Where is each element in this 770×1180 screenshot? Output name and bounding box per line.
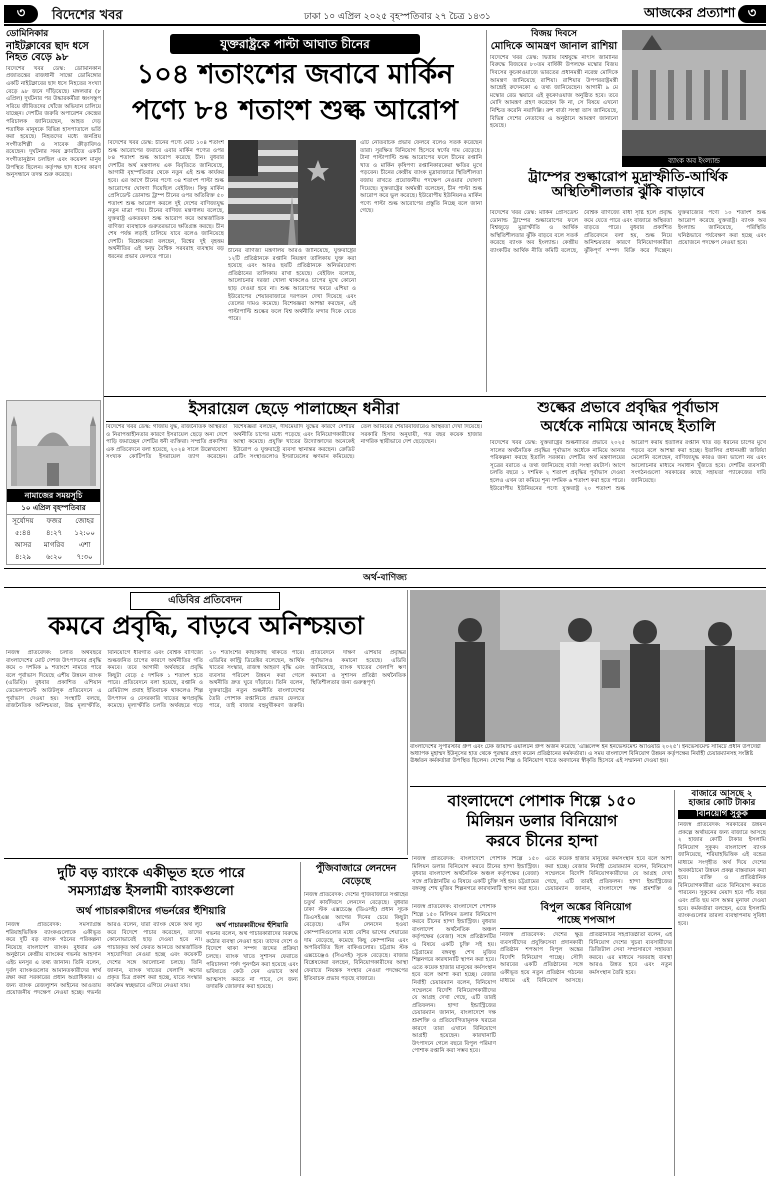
lead-photo-flags — [228, 140, 356, 245]
prayer-title: নামাজের সময়সূচি — [7, 489, 100, 502]
modi-article — [490, 30, 618, 160]
italy-headline-line2: অর্ধেকে নামিয়ে আনছে ইতালি — [540, 418, 716, 435]
dominica-kicker: ডোমিনিকার — [6, 29, 49, 39]
award-caption: বাংলাদেশের সুপারস্টার গ্রুপ এবং টেক জায়ান্ট ওয়ালটন গ্রুপ অর্জন করেছে ‘এক্সিলেন্স ইন ইনভেস্টমেন্ট অ্যাওয়ার্ড ২০২৫’। ইনভেস্টমেন্ট সামিটে প্রধান উপদেষ্টা অধ্যাপক মুহাম্মদ ইউনূসের হাত থেকে পুরস্কার গ্রহণ করেন প্রতিষ্ঠানের কর্মকর্তারা। এ সময় বাংলাদেশ বিনিয়োগ উন্নয়ন কর্তৃপক্ষের নির্বাহী চেয়ারম্যানসহ সংশ্লিষ্ট ঊর্ধ্বতন কর্মকর্তারা উপস্থিত ছিলেন। দেশের শিল্প ও বিনিয়োগ খাতে অবদানের স্বীকৃতি হিসেবে এই সম্মাননা দেওয়া হয়। — [410, 744, 761, 765]
garment-headline-line2: মিলিয়ন ডলার বিনিয়োগ — [466, 811, 618, 830]
business-section-band: অর্থ-বাণিজ্য — [363, 573, 407, 583]
sukuk-article — [678, 790, 766, 1176]
lead-col3: এটি নেতিবাচক প্রভাব ফেলবে বলেও সতর্ক করেছেন তারা। সুরক্ষিত বিনিয়োগ হিসেবে স্বর্ণের দাম বেড়েছে। টানা পাল্টাপাল্টি শুল্ক আরোপের ফলে চীনের রপ্তানি খাত ও মার্কিন কৃষিপণ্য রপ্তানিকারকেরা ক্ষতির মুখে পড়বেন। চীনের কেন্দ্রীয় ব্যাংক মুদ্রাবাজারে স্থিতিশীলতা বজায় রাখতে প্রয়োজনীয় পদক্ষেপ নেওয়ার ঘোষণা দিয়েছে। যুক্তরাষ্ট্রের অর্থমন্ত্রী বলেছেন, চীন পাল্টা শুল্ক আরোপ করে ভুল করেছে। ইউরোপীয় ইউনিয়নও মার্কিন পণ্যে পাল্টা শুল্ক আরোপের প্রস্তুতি নিচ্ছে বলে জানা গেছে। — [360, 140, 482, 215]
dateline: ঢাকা ১০ এপ্রিল ২০২৫ বৃহস্পতিবার ২৭ চৈত্র ১৪৩১ — [304, 12, 491, 22]
boe-photo — [622, 30, 766, 156]
stock-headline-line2: বেড়েছে — [341, 876, 371, 887]
shopup-headline-line1: বিপুল অঙ্কের বিনিয়োগ — [540, 902, 632, 913]
dominica-headline: নাইটক্লাবের ছাদ ধসে নিহত বেড়ে ৯৮ — [6, 40, 89, 63]
adb-kicker: এডিবির প্রতিবেদন — [130, 592, 280, 610]
section-title: বিদেশের খবর — [52, 8, 123, 23]
stock-body: নিজস্ব প্রতিবেদক: দেশের পুঁজিবাজারে সপ্তাহের চতুর্থ কার্যদিবসে লেনদেন বেড়েছে। বুধবার ঢাকা স্টক এক্সচেঞ্জে (ডিএসই) প্রধান সূচক ডিএসইএক্স আগের দিনের চেয়ে কিছুটা বেড়েছে। এদিন লেনদেন হওয়া কোম্পানিগুলোর মধ্যে বেশির ভাগের শেয়ারের দাম বেড়েছে, কমেছে কিছু কোম্পানির এবং অপরিবর্তিত ছিল বাকিগুলোর। চট্টগ্রাম স্টক এক্সচেঞ্জেও (সিএসই) সূচক বেড়েছে। বাজার বিশ্লেষকেরা বলছেন, বিনিয়োগকারীদের আস্থা ফেরাতে নিয়ন্ত্রক সংস্থার নেওয়া পদক্ষেপের ইতিবাচক প্রভাব পড়ছে বাজারে। — [304, 892, 408, 982]
page-number-right: ৩ — [738, 5, 766, 23]
award-ceremony-icon — [410, 590, 766, 742]
garment-headline-line1: বাংলাদেশে পোশাক শিল্পে ১৫০ — [447, 791, 637, 810]
italy-headline-line1: শুল্কের প্রভাবে প্রবৃদ্ধির পূর্বাভাস — [537, 399, 719, 416]
garment-body: নিজস্ব প্রতিবেদক: বাংলাদেশে পোশাক শিল্পে ১৫০ মিলিয়ন ডলার বিনিয়োগ করবে চীনের হান্দা ইন্ডাস্ট্রিজ। বুধবার বাংলাদেশ অর্থনৈতিক অঞ্চল কর্তৃপক্ষের (বেজা) সঙ্গে প্রতিষ্ঠানটির এ বিষয়ে একটি চুক্তি সই হয়। চট্টগ্রামের বঙ্গবন্ধু শেখ মুজিব শিল্পনগরে কারখানাটি স্থাপন করা হবে। এতে কয়েক হাজার মানুষের কর্মসংস্থান হবে বলে আশা করা হচ্ছে। বেজার নির্বাহী চেয়ারম্যান বলেন, বিনিয়োগ সম্মেলনে বিদেশি বিনিয়োগকারীদের যে আগ্রহ দেখা গেছে, এটি তারই প্রতিফলন। হান্দা ইন্ডাস্ট্রিজের চেয়ারম্যান জানান, বাংলাদেশে দক্ষ শ্রমশক্তি ও — [412, 856, 672, 893]
garment-body-continued: নিজস্ব প্রতিবেদক: বাংলাদেশে পোশাক শিল্পে ১৫০ মিলিয়ন ডলার বিনিয়োগ করবে চীনের হান্দা ইন্ডাস্ট্রিজ। বুধবার বাংলাদেশ অর্থনৈতিক অঞ্চল কর্তৃপক্ষের (বেজা) সঙ্গে প্রতিষ্ঠানটির এ বিষয়ে একটি চুক্তি সই হয়। চট্টগ্রামের বঙ্গবন্ধু শেখ মুজিব শিল্পনগরে কারখানাটি স্থাপন করা হবে। এতে কয়েক হাজার মানুষের কর্মসংস্থান হবে বলে আশা করা হচ্ছে। বেজার নির্বাহী চেয়ারম্যান বলেন, বিনিয়োগ সম্মেলনে বিদেশি বিনিয়োগকারীদের যে আগ্রহ দেখা গেছে, এটি তারই প্রতিফলন। হান্দা ইন্ডাস্ট্রিজের চেয়ারম্যান জানান, বাংলাদেশে দক্ষ শ্রমশক্তি ও প্রতিযোগিতামূলক খরচের কারণে তারা এখানে বিনিয়োগে আগ্রহী হয়েছেন। কারখানাটি উৎপাদনে গেলে বছরে বিপুল পরিমাণ পোশাক রপ্তানি করা সম্ভব হবে। — [412, 904, 496, 1055]
stock-headline-line1: পুঁজিবাজারে লেনদেন — [315, 863, 397, 874]
modi-headline: মোদিকে আমন্ত্রণ জানাল রাশিয়া — [490, 40, 618, 52]
garment-headline-line3: করবে চীনের হান্দা — [486, 831, 598, 850]
lead-kicker: যুক্তরাষ্ট্রকে পাল্টা আঘাত চীনের — [170, 34, 420, 54]
prayer-box — [6, 400, 101, 565]
page-number-left: ৩ — [4, 5, 38, 23]
israel-body: বিদেশের খবর ডেস্ক: গাজায় যুদ্ধ, রাজনৈতিক অস্থিরতা ও নিরাপত্তাহীনতার কারণে ইসরায়েল ছেড়ে অন্য দেশে পাড়ি জমাচ্ছেন দেশটির ধনী ব্যক্তিরা। সম্প্রতি প্রকাশিত এক প্রতিবেদনে বলা হয়েছে, ২০২৪ সালে উল্লেখযোগ্য সংখ্যক কোটিপতি ইসরায়েল ত্যাগ করেছেন। বিশেষজ্ঞরা বলছেন, দীর্ঘমেয়াদি যুদ্ধের কারণে দেশটির অর্থনীতি চাপের মধ্যে পড়েছে এবং বিনিয়োগকারীদের আস্থা কমেছে। প্রযুক্তি খাতের উদ্যোক্তাদের অনেকেই ইউরোপ ও যুক্তরাষ্ট্রে ব্যবসা স্থানান্তর করছেন। ক্রেডিট রেটিং সংস্থাগুলোও ইসরায়েলের ঋণমান কমিয়েছে। তেল আবিবের শেয়ারবাজারেও অস্থিরতা দেখা দিয়েছে। সরকারি হিসাব অনুযায়ী, গত বছর কয়েক হাজার নাগরিক স্থায়ীভাবে দেশ ছেড়েছেন। — [106, 424, 482, 461]
paper-name-logo: আজকের প্রত্যাশা — [644, 6, 736, 21]
banks-side-column — [206, 922, 298, 1176]
sukuk-body: নিজস্ব প্রতিবেদক: সরকারের উন্নয়ন প্রকল্পে অর্থায়নের জন্য বাজারে আসছে ২ হাজার কোটি টাকার ইসলামি বিনিয়োগ সুকুক। বাংলাদেশ ব্যাংক জানিয়েছে, শরিয়াহভিত্তিক এই বন্ডের মাধ্যমে সংগৃহীত অর্থ দিয়ে দেশের অবকাঠামো উন্নয়ন প্রকল্প বাস্তবায়ন করা হবে। ব্যক্তি ও প্রাতিষ্ঠানিক বিনিয়োগকারীরা এতে বিনিয়োগ করতে পারবেন। সুকুকের মেয়াদ হবে পাঁচ বছর এবং প্রতি ছয় মাস অন্তর মুনাফা দেওয়া হবে। কর্মকর্তারা বলছেন, এতে ইসলামি ব্যাংকগুলোর তারল্য ব্যবস্থাপনায় সুবিধা হবে। — [678, 822, 766, 927]
prayer-table: সূর্যোদয় ফজর জোহর ৫:৪৪ ৪:২৭ ১২:০০ আসর মাগরিব এশা ৪:২৯ ৬:২০ ৭:৩০ — [12, 517, 95, 561]
boe-photo-caption: ব্যাংক অব ইংল্যান্ড — [622, 156, 766, 167]
modi-body: বিদেশের খবর ডেস্ক: দ্বিতীয় বিশ্বযুদ্ধে নাৎসি জার্মানির বিরুদ্ধে বিজয়ের ৮০তম বার্ষিকী উপলক্ষে মস্কোর বিজয় দিবসের কুচকাওয়াজে ভারতের প্রধানমন্ত্রী নরেন্দ্র মোদিকে আমন্ত্রণ জানিয়েছে রাশিয়া। রাশিয়ার উপপররাষ্ট্রমন্ত্রী আন্দ্রেই রুদেনকো এ তথ্য জানিয়েছেন। আগামী ৯ মে মস্কোর রেড স্কয়ারে এই কুচকাওয়াজ অনুষ্ঠিত হবে। তবে মোদি আমন্ত্রণ গ্রহণ করেছেন কি না, সে বিষয়ে এখনো নিশ্চিত করেনি নয়াদিল্লি। রুশ বার্তা সংস্থা তাস জানিয়েছে, বিভিন্ন দেশের নেতাদের এ অনুষ্ঠানে আমন্ত্রণ জানানো হয়েছে। — [490, 54, 618, 130]
israel-headline: ইসরায়েল ছেড়ে পালাচ্ছেন ধনীরা — [106, 400, 482, 422]
bank-building-icon — [622, 30, 766, 156]
masthead — [4, 4, 766, 26]
banks-subhead: অর্থ পাচারকারীদের গভর্নরের হুঁশিয়ারি — [76, 906, 226, 917]
dominica-article — [6, 30, 101, 400]
shopup-headline-line2: পাচ্ছে শপআপ — [500, 915, 672, 929]
sukuk-headline-line2: হাজার কোটি টাকার — [688, 798, 756, 809]
italy-body: বিদেশের খবর ডেস্ক: যুক্তরাষ্ট্রের শুল্কনীতির প্রভাবে ২০২৫ সালের অর্থনৈতিক প্রবৃদ্ধির পূর্বাভাস অর্ধেকে নামিয়ে আনার পরিকল্পনা করছে ইতালি সরকার। দেশটির অর্থ মন্ত্রণালয়ের সূত্রের বরাতে এ তথ্য জানিয়েছে বার্তা সংস্থা রয়টার্স। আগে চলতি বছরে ১ দশমিক ২ শতাংশ প্রবৃদ্ধির পূর্বাভাস দেওয়া হলেও এখন তা কমিয়ে শূন্য দশমিক ৬ শতাংশ করা হতে পারে। ইউরোপীয় ইউনিয়নের পণ্যে যুক্তরাষ্ট্র ২০ শতাংশ শুল্ক আরোপ করায় ইতালির রপ্তানি খাত বড় ধরনের চাপের মুখে পড়বে বলে আশঙ্কা করা হচ্ছে। ইতালির প্রধানমন্ত্রী জর্জিয়া মেলোনি বলেছেন, বাণিজ্যযুদ্ধ কারও জন্য ভালো নয় এবং আলোচনার মাধ্যমে সমাধান খুঁজতে হবে। দেশটির ব্যবসায়ী সংগঠনগুলো সরকারের কাছে সহায়তা প্যাকেজের দাবি জানিয়েছে। — [490, 440, 766, 492]
banks-side-body: গভর্নর বলেন, অর্থ পাচারকারীদের বিরুদ্ধে কঠোর ব্যবস্থা নেওয়া হবে। তাদের দেশে ও বিদেশে থাকা সম্পদ জব্দের প্রক্রিয়া চলছে। ব্যাংক খাতে সুশাসন ফেরাতে পরিচালনা পর্ষদ পুনর্গঠন করা হয়েছে এবং ভবিষ্যতে কেউ যেন এভাবে অর্থ আত্মসাৎ করতে না পারে, সে জন্য তদারকি জোরদার করা হয়েছে। — [206, 931, 298, 991]
lead-headline-line2: পণ্যে ৮৪ শতাংশ শুল্ক আরোপ — [132, 95, 458, 126]
adb-body: নিজস্ব প্রতিবেদক: চলতি অর্থবছরে বাংলাদেশের মোট দেশজ উৎপাদনের প্রবৃদ্ধি কমে ৩ দশমিক ৯ শতাংশে নামতে পারে বলে পূর্বাভাস দিয়েছে এশীয় উন্নয়ন ব্যাংক (এডিবি)। বুধবার প্রকাশিত এশিয়ান ডেভেলপমেন্ট আউটলুক প্রতিবেদনে এ পূর্বাভাস দেওয়া হয়। সংস্থাটি বলছে, রাজনৈতিক অনিশ্চয়তা, উচ্চ মূল্যস্ফীতি, বিনিয়োগে ধীরগতি এবং বৈশ্বিক বাণিজ্যে শুল্কজনিত চাপের কারণে অর্থনীতির গতি কমবে। তবে আগামী অর্থবছরে প্রবৃদ্ধি কিছুটা বেড়ে ৫ দশমিক ১ শতাংশ হতে পারে। প্রতিবেদনে বলা হয়েছে, রপ্তানি ও রেমিট্যান্স প্রবাহ ইতিবাচক থাকলেও শিল্প উৎপাদন ও বেসরকারি খাতের ঋণপ্রবৃদ্ধি কমেছে। মূল্যস্ফীতি চলতি অর্থবছরে গড়ে ১০ শতাংশের কাছাকাছি থাকতে পারে। এডিবির কান্ট্রি ডিরেক্টর বলেছেন, আর্থিক খাতের সংস্কার, রাজস্ব আহরণ বৃদ্ধি এবং ব্যবসার পরিবেশ উন্নয়ন করা গেলে অর্থনীতি দ্রুত ঘুরে দাঁড়াবে। তিনি বলেন, যুক্তরাষ্ট্রের নতুন শুল্কনীতি বাংলাদেশের তৈরি পোশাক রপ্তানিতে প্রভাব ফেলতে পারে, তাই বাজার বহুমুখীকরণ জরুরি। প্রতিবেদনে দক্ষিণ এশিয়ার প্রবৃদ্ধির পূর্বাভাসও কমানো হয়েছে। এডিবি জানিয়েছে, ব্যাংক খাতের খেলাপি ঋণ কমানো ও সুশাসন প্রতিষ্ঠা অর্থনৈতিক স্থিতিশীলতার জন্য গুরুত্বপূর্ণ। — [6, 650, 406, 710]
banks-body: নিজস্ব প্রতিবেদক: সমস্যাগ্রস্ত শরিয়াহভিত্তিক ব্যাংকগুলোকে একীভূত করে দুটি বড় ব্যাংক গঠনের পরিকল্পনা নিয়েছে বাংলাদেশ ব্যাংক। বুধবার এক অনুষ্ঠানে কেন্দ্রীয় ব্যাংকের গভর্নর আহসান এইচ মনসুর এ তথ্য জানান। তিনি বলেন, দুর্বল ব্যাংকগুলোর আমানতকারীদের স্বার্থ রক্ষা করা সরকারের প্রধান অগ্রাধিকার। এ জন্য ব্যাংক রেজল্যুশন আইনের আওতায় প্রয়োজনীয় পদক্ষেপ নেওয়া হচ্ছে। গভর্নর আরও বলেন, যারা ব্যাংক থেকে অর্থ লুট করে বিদেশে পাচার করেছেন, তাদের কোনোভাবেই ছাড় দেওয়া হবে না। পাচারকৃত অর্থ ফেরত আনতে আন্তর্জাতিক সহযোগিতা নেওয়া হচ্ছে এবং কয়েকটি দেশের সঙ্গে আলোচনা চলছে। তিনি জানান, ব্যাংক খাতের খেলাপি ঋণের প্রকৃত চিত্র প্রকাশ করা হচ্ছে, যাতে সংস্কার কার্যক্রম স্বচ্ছভাবে এগিয়ে নেওয়া যায়। — [6, 922, 202, 997]
modi-kicker: বিজয় দিবসে — [531, 29, 577, 39]
boe-body: বিদেশের খবর ডেস্ক: মার্কিন প্রেসিডেন্ট ডোনাল্ড ট্রাম্পের শুল্কারোপের ফলে বিশ্বজুড়ে মুদ্রাস্ফীতি ও আর্থিক অস্থিতিশীলতার ঝুঁকি বাড়বে বলে সতর্ক করেছে ব্যাংক অব ইংল্যান্ড। কেন্দ্রীয় ব্যাংকটির আর্থিক নীতি কমিটি বলেছে, বৈশ্বিক বাণিজ্যে বাধা সৃষ্টি হলে প্রবৃদ্ধি কমে যেতে পারে এবং বাজারে অস্থিরতা বাড়তে পারে। বুধবার প্রকাশিত প্রতিবেদনে বলা হয়, শুল্ক নিয়ে অনিশ্চয়তার কারণে বিনিয়োগকারীরা ঝুঁকিপূর্ণ সম্পদ বিক্রি করে দিচ্ছেন। যুক্তরাজ্যের পণ্যে ১০ শতাংশ শুল্ক আরোপ করেছে যুক্তরাষ্ট্র। ব্যাংক অব ইংল্যান্ড জানিয়েছে, পরিস্থিতি ঘনিষ্ঠভাবে পর্যবেক্ষণ করা হচ্ছে এবং প্রয়োজনে পদক্ষেপ নেওয়া হবে। — [490, 210, 766, 254]
mosque-icon — [7, 401, 100, 489]
banks-headline-line1: দুটি বড় ব্যাংকে একীভূত হতে পারে — [57, 865, 245, 881]
sukuk-headline-line3: বিনিয়োগ সুকুক — [678, 810, 766, 819]
sukuk-headline-line1: বাজারে আসছে ২ — [691, 789, 753, 799]
banks-headline-line2: সমস্যাগ্রস্ত ইসলামী ব্যাংকগুলো — [68, 883, 234, 899]
boe-headline: ট্রাম্পের শুল্কারোপ মুদ্রাস্ফীতি-আর্থিক অস্থিতিশীলতার ঝুঁকি বাড়াবে — [528, 169, 728, 200]
banks-side-headline: অর্থ পাচারকারীদের হুঁশিয়ারি — [215, 921, 289, 929]
shopup-body: নিজস্ব প্রতিবেদক: দেশের ক্ষুদ্র ব্যবসায়ীদের প্রযুক্তিসেবা প্রদানকারী প্রতিষ্ঠান শপআপ বিপুল অঙ্কের বিদেশি বিনিয়োগ পাচ্ছে। সৌদি আরবের একটি প্রতিষ্ঠানের সঙ্গে একীভূত হয়ে নতুন প্রতিষ্ঠান গঠনের মাধ্যমে এই বিনিয়োগ আসছে। প্রতিষ্ঠানটির সহপ্রতিষ্ঠাতা বলেন, এই বিনিয়োগ দেশের খুচরা ব্যবসায়ীদের ডিজিটাল সেবা সম্প্রসারণে সহায়তা করবে। এর মাধ্যমে সরবরাহ ব্যবস্থা আরও উন্নত হবে এবং নতুন কর্মসংস্থান তৈরি হবে। — [500, 932, 672, 984]
us-china-flags-icon — [228, 140, 356, 245]
prayer-date: ১০ এপ্রিল বৃহস্পতিবার — [7, 502, 100, 515]
adb-headline: কমবে প্রবৃদ্ধি, বাড়বে অনিশ্চয়তা — [48, 611, 364, 640]
lead-col1: বিদেশের খবর ডেস্ক: চীনের পণ্যে মোট ১০৪ শতাংশ শুল্ক আরোপের জবাবে এবার মার্কিন পণ্যের ওপর ৮৪ শতাংশ শুল্ক আরোপ করেছে চীন। বুধবার দেশটির অর্থ মন্ত্রণালয় এক বিবৃতিতে জানিয়েছে, আগামী বৃহস্পতিবার থেকে নতুন এই শুল্ক কার্যকর হবে। এর আগে চীনের পণ্যে ৩৪ শতাংশ পাল্টা শুল্ক আরোপের ঘোষণা দিয়েছিল বেইজিং। কিন্তু মার্কিন প্রেসিডেন্ট ডোনাল্ড ট্রাম্প চীনের ওপর অতিরিক্ত ৫০ শতাংশ শুল্ক আরোপ করলে দুই দেশের বাণিজ্যযুদ্ধ নতুন মাত্রা পায়। চীনের বাণিজ্য মন্ত্রণালয় বলেছে, যুক্তরাষ্ট্র একতরফা শুল্ক আরোপ করে আন্তর্জাতিক বাণিজ্য ব্যবস্থাকে গুরুতরভাবে ক্ষতিগ্রস্ত করছে। চীন শেষ পর্যন্ত লড়াই চালিয়ে যাবে বলেও জানিয়েছে দেশটি। বিশ্লেষকেরা বলছেন, বিশ্বের দুই বৃহত্তম অর্থনীতির এই দ্বন্দ্ব বৈশ্বিক সরবরাহ ব্যবস্থায় বড় ধরনের প্রভাব ফেলতে পারে। — [108, 140, 224, 260]
dominica-body: বিদেশের খবর ডেস্ক: ডোমিনিকান প্রজাতন্ত্রের রাজধানী সান্তো ডোমিঙ্গোর একটি নাইটক্লাবের ছাদ ধসে নিহতের সংখ্যা বেড়ে ৯৮ জনে দাঁড়িয়েছে। মঙ্গলবার (৮ এপ্রিল) দুর্ঘটনার পর উদ্ধারকর্মীরা ধ্বংসস্তূপ সরিয়ে জীবিতদের খোঁজে অভিযান চালিয়ে যাচ্ছেন। দেশটির জরুরি অপারেশন কেন্দ্রের পরিচালক জানিয়েছেন, আহত দেড় শতাধিক মানুষকে বিভিন্ন হাসপাতালে ভর্তি করা হয়েছে। নিহতদের মধ্যে জনপ্রিয় সংগীতশিল্পী ও সাবেক ক্রীড়াবিদও রয়েছেন। দুর্ঘটনার সময় ক্লাবটিতে একটি সংগীতানুষ্ঠান চলছিল এবং কয়েকশ মানুষ উপস্থিত ছিলেন। কর্তৃপক্ষ ছাদ ধসের কারণ অনুসন্ধানে তদন্ত শুরু করেছে। — [6, 65, 101, 179]
award-photo — [410, 590, 766, 742]
lead-col2: চীনের বাণিজ্য মন্ত্রণালয় আরও জানিয়েছে, যুক্তরাষ্ট্রের ১২টি প্রতিষ্ঠানকে রপ্তানি নিয়ন্ত্রণ তালিকায় যুক্ত করা হয়েছে এবং আরও ছয়টি প্রতিষ্ঠানকে অনির্ভরযোগ্য প্রতিষ্ঠানের তালিকায় রাখা হয়েছে। বেইজিং বলেছে, আলোচনার দরজা খোলা থাকলেও চাপের মুখে কোনো ছাড় দেওয়া হবে না। শুল্ক আরোপের খবরে এশিয়া ও ইউরোপের শেয়ারবাজারে দরপতন দেখা দিয়েছে এবং তেলের দামও কমেছে। বিশেষজ্ঞরা আশঙ্কা করছেন, এই পাল্টাপাল্টি শুল্কের ফলে বিশ্ব অর্থনীতি মন্দার দিকে যেতে পারে। — [228, 248, 356, 323]
lead-headline-line1: ১০৪ শতাংশের জবাবে মার্কিন — [136, 59, 454, 90]
